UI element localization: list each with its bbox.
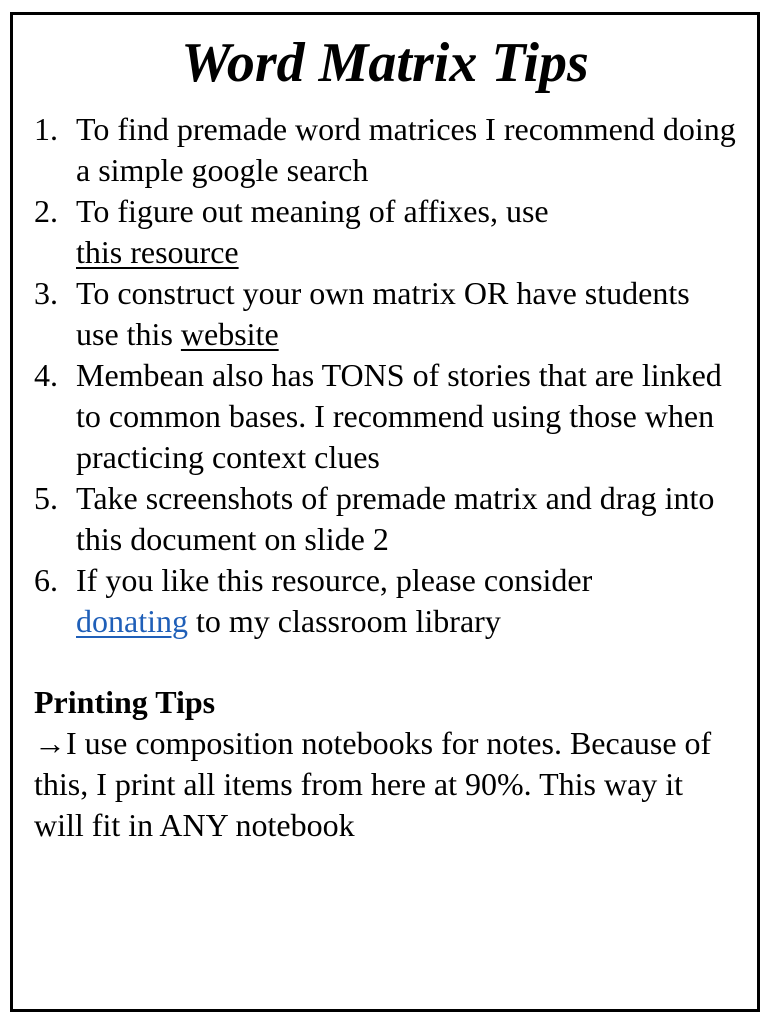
tip-number: 5. xyxy=(34,480,58,516)
tip-text: To find premade word matrices I recommend doing a simple google search xyxy=(76,111,736,188)
tip-number: 1. xyxy=(34,111,58,147)
right-arrow-icon: → xyxy=(34,725,66,761)
tip-item-6 xyxy=(34,560,739,642)
tip-number: 2. xyxy=(34,193,58,229)
tip-item-4 xyxy=(34,355,739,478)
tip-item-3 xyxy=(34,273,739,355)
printing-tips-section xyxy=(34,682,739,846)
printing-tips-heading: Printing Tips xyxy=(34,684,216,720)
affix-resource-link[interactable]: this resource xyxy=(76,234,239,270)
tip-text: If you like this resource, please consider xyxy=(76,562,593,598)
tip-number: 3. xyxy=(34,275,58,311)
tip-item-1 xyxy=(34,109,739,191)
printing-tips-body xyxy=(34,723,739,846)
page-border-frame xyxy=(10,12,760,1012)
tips-list xyxy=(34,109,739,642)
tip-item-2 xyxy=(34,191,739,273)
tip-number: 4. xyxy=(34,357,58,393)
tip-text: Membean also has TONS of stories that are linked to common bases. I recommend using those when practicing context clues xyxy=(76,357,722,475)
page-title: Word Matrix Tips xyxy=(181,32,589,94)
printing-tips-text: I use composition notebooks for notes. Because of this, I print all items from here at 90%. This way it will fit in ANY notebook xyxy=(34,725,712,843)
tip-number: 6. xyxy=(34,562,58,598)
tip-text: To figure out meaning of affixes, use xyxy=(76,193,549,229)
donating-link[interactable]: donating xyxy=(76,603,188,639)
tip-text-after: to my classroom library xyxy=(187,603,501,639)
matrix-website-link[interactable]: website xyxy=(180,316,279,352)
tip-text: To construct your own matrix OR have students use this xyxy=(76,275,690,352)
tip-text: Take screenshots of premade matrix and drag into this document on slide 2 xyxy=(76,480,715,557)
tip-item-5 xyxy=(34,478,739,560)
